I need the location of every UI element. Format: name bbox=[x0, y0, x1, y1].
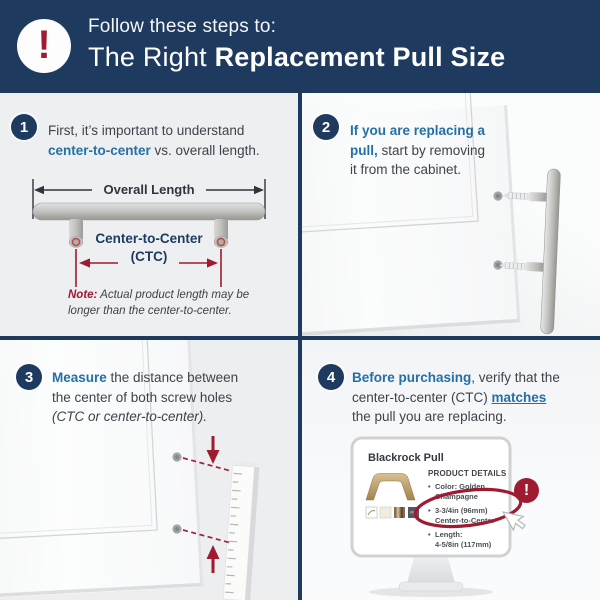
grid-divider-horizontal bbox=[0, 336, 600, 340]
monitor-base bbox=[399, 582, 463, 591]
thumbnail-2 bbox=[380, 507, 391, 518]
detail-length-text: Length: 4-5/8in (117mm) bbox=[435, 530, 492, 549]
alert-glyph: ! bbox=[37, 23, 51, 67]
step-1-text bbox=[48, 121, 284, 160]
pull-post-top bbox=[527, 192, 548, 202]
arrow-down-head bbox=[207, 450, 220, 464]
step-3-text bbox=[52, 368, 278, 427]
bullet-glyph: • bbox=[428, 482, 431, 491]
screw-hole-bottom-center bbox=[496, 263, 500, 267]
step-3-badge bbox=[16, 364, 42, 390]
step-2-panel bbox=[302, 93, 600, 336]
step-4-line1-rest: , verify that the bbox=[471, 370, 560, 385]
product-details-list bbox=[428, 482, 495, 554]
step-2-line2-rest: start by removing bbox=[377, 142, 486, 158]
step-4-line2: center-to-center (CTC) bbox=[352, 389, 492, 405]
step-1-panel bbox=[0, 93, 298, 336]
pull-bar bbox=[33, 203, 265, 220]
warning-glyph: ! bbox=[523, 481, 530, 499]
title-regular-part: The Right bbox=[88, 42, 215, 72]
step-4-panel bbox=[302, 340, 600, 600]
step-1-badge bbox=[11, 114, 37, 140]
detail-ctc-text: 3-3/4in (96mm) Center-to-Center bbox=[435, 506, 495, 525]
thumbnail-1 bbox=[366, 507, 377, 518]
ctc-abbr-label: (CTC) bbox=[130, 249, 168, 264]
step-3-number: 3 bbox=[24, 368, 34, 386]
step-2-text bbox=[350, 121, 560, 180]
note-text: Actual product length may be longer than the center-to-center. bbox=[68, 289, 250, 317]
detail-color-text: Color: Golden Champagne bbox=[435, 482, 485, 501]
step-2-badge bbox=[313, 114, 339, 140]
screw-hole-bottom-center bbox=[175, 527, 179, 531]
step-3-line1-rest: the distance between bbox=[106, 370, 239, 385]
step-3-line3: (CTC or center-to-center). bbox=[52, 409, 208, 424]
step-2-line3: it from the cabinet. bbox=[350, 162, 462, 177]
detail-ctc bbox=[428, 506, 495, 525]
diagram-note bbox=[68, 287, 260, 319]
step-4-badge bbox=[318, 364, 344, 390]
step-1-number: 1 bbox=[19, 118, 29, 136]
header-banner bbox=[0, 0, 600, 93]
ctc-label: Center-to-Center bbox=[95, 231, 203, 246]
step-2-line1: If you are replacing a bbox=[350, 123, 486, 138]
product-name: Blackrock Pull bbox=[368, 452, 444, 464]
step-3-panel bbox=[0, 340, 298, 600]
step-2-number: 2 bbox=[321, 118, 331, 136]
screw-hole-top-center bbox=[496, 194, 500, 198]
overall-length-label: Overall Length bbox=[103, 182, 195, 197]
bullet-glyph: • bbox=[428, 530, 431, 539]
detail-length bbox=[428, 530, 495, 549]
step-1-ctc-term: center-to-center bbox=[48, 142, 151, 158]
step-4-number: 4 bbox=[326, 368, 336, 386]
pull-post-bottom bbox=[524, 262, 545, 272]
step-4-matches-link: matches bbox=[491, 389, 547, 405]
arrow-up-head bbox=[207, 545, 220, 559]
step-4-text bbox=[352, 368, 592, 427]
screw-hole-top-center bbox=[175, 455, 179, 459]
monitor-stand bbox=[407, 554, 455, 583]
warning-icon bbox=[514, 478, 539, 503]
step-3-line2: the center of both screw holes bbox=[52, 389, 233, 405]
grid-divider-vertical bbox=[298, 93, 302, 600]
header-kicker: Follow these steps to: bbox=[88, 16, 277, 37]
step-4-line1-bold: Before purchasing bbox=[352, 370, 472, 385]
thumbnail-3-stripe bbox=[397, 507, 400, 518]
thumbnail-4-pull bbox=[410, 511, 417, 514]
step-4-line3: the pull you are replacing. bbox=[352, 409, 507, 424]
title-bold-part: Replacement Pull Size bbox=[214, 42, 506, 72]
note-label: Note: bbox=[68, 289, 98, 301]
step-3-measure-term: Measure bbox=[52, 370, 107, 385]
page-title bbox=[88, 42, 505, 73]
thumbnail-3-stripe2 bbox=[401, 507, 403, 518]
bullet-glyph: • bbox=[428, 506, 431, 515]
step-2-line2-bold: pull, bbox=[350, 142, 378, 158]
product-details-heading: PRODUCT DETAILS bbox=[428, 469, 507, 478]
step-1-line2-rest: vs. overall length. bbox=[150, 142, 260, 158]
alert-icon bbox=[17, 19, 71, 73]
detail-color bbox=[428, 482, 495, 501]
ruler bbox=[223, 461, 260, 600]
step-1-line1: First, it’s important to understand bbox=[48, 123, 245, 138]
